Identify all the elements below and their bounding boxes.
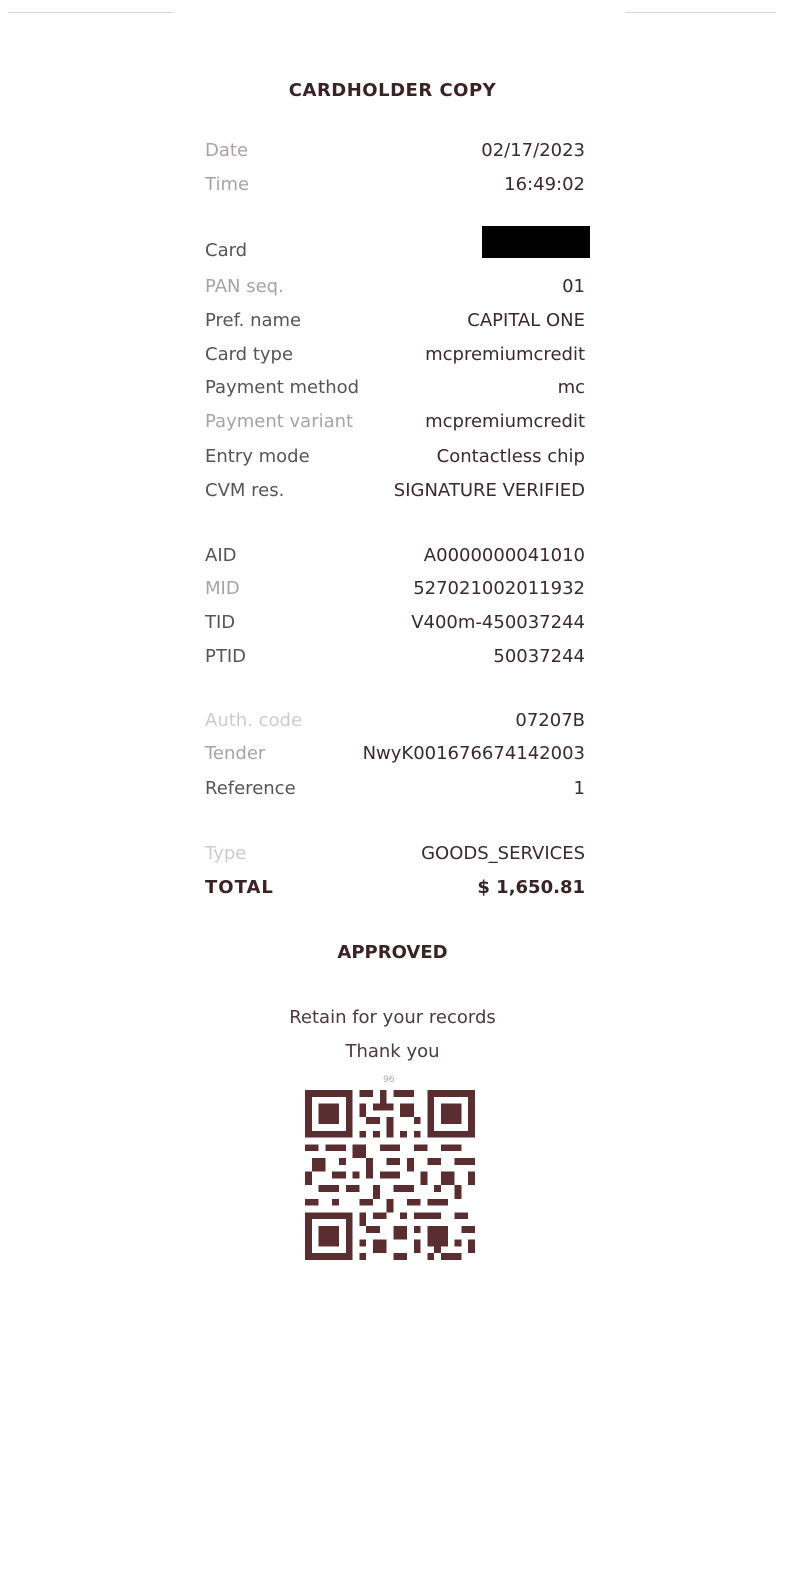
row-ptid (205, 646, 585, 670)
approved-status: APPROVED (337, 942, 448, 963)
payment-method-value: mc (557, 377, 585, 398)
card-type-value: mcpremiumcredit (425, 344, 585, 365)
pan-seq-value: 01 (562, 276, 585, 297)
row-auth-code (205, 710, 585, 734)
row-tender (205, 743, 585, 767)
payment-variant-value: mcpremiumcredit (425, 411, 585, 432)
pref-name-label: Pref. name (205, 310, 302, 331)
row-entry-mode (205, 446, 585, 470)
scan-edge-left (8, 12, 173, 13)
pan-seq-label: PAN seq. (205, 276, 284, 297)
qr-code (305, 1090, 475, 1260)
retain-records-text: Retain for your records (289, 1007, 496, 1028)
entry-mode-value: Contactless chip (436, 446, 585, 467)
auth-code-label: Auth. code (205, 710, 303, 731)
row-pan-seq (205, 276, 585, 300)
type-label: Type (205, 843, 247, 864)
row-mid (205, 578, 585, 602)
card-label: Card (205, 240, 248, 261)
row-time (205, 174, 585, 198)
thank-you-text: Thank you (345, 1041, 440, 1062)
payment-variant-label: Payment variant (205, 411, 354, 432)
row-card-type (205, 344, 585, 368)
card-type-label: Card type (205, 344, 294, 365)
date-label: Date (205, 140, 249, 161)
row-payment-method (205, 377, 585, 401)
row-card (205, 240, 585, 264)
row-aid (205, 545, 585, 569)
time-value: 16:49:02 (504, 174, 585, 195)
total-value: $ 1,650.81 (477, 877, 585, 898)
ptid-label: PTID (205, 646, 247, 667)
date-value: 02/17/2023 (481, 140, 585, 161)
tender-label: Tender (205, 743, 266, 764)
reference-label: Reference (205, 778, 296, 799)
qr-small-text: 96 (383, 1075, 395, 1085)
pref-name-value: CAPITAL ONE (467, 310, 585, 331)
tid-value: V400m-450037244 (411, 612, 585, 633)
auth-code-value: 07207B (515, 710, 585, 731)
aid-value: A0000000041010 (423, 545, 585, 566)
tid-label: TID (205, 612, 236, 633)
row-pref-name (205, 310, 585, 334)
ptid-value: 50037244 (493, 646, 585, 667)
row-date (205, 140, 585, 164)
aid-label: AID (205, 545, 237, 566)
payment-method-label: Payment method (205, 377, 360, 398)
row-total (205, 877, 585, 901)
scan-edge-right (626, 12, 776, 13)
card-number-redaction (482, 226, 590, 258)
mid-value: 527021002011932 (413, 578, 585, 599)
tender-value: NwyK001676674142003 (362, 743, 585, 764)
row-type (205, 843, 585, 867)
row-tid (205, 612, 585, 636)
cvm-res-label: CVM res. (205, 480, 285, 501)
time-label: Time (205, 174, 250, 195)
row-reference (205, 778, 585, 802)
reference-value: 1 (573, 778, 585, 799)
type-value: GOODS_SERVICES (421, 843, 585, 864)
row-payment-variant (205, 411, 585, 435)
row-cvm-res (205, 480, 585, 504)
total-label: TOTAL (205, 877, 274, 898)
mid-label: MID (205, 578, 240, 599)
cvm-res-value: SIGNATURE VERIFIED (393, 480, 585, 501)
entry-mode-label: Entry mode (205, 446, 310, 467)
receipt-title: CARDHOLDER COPY (288, 80, 497, 101)
